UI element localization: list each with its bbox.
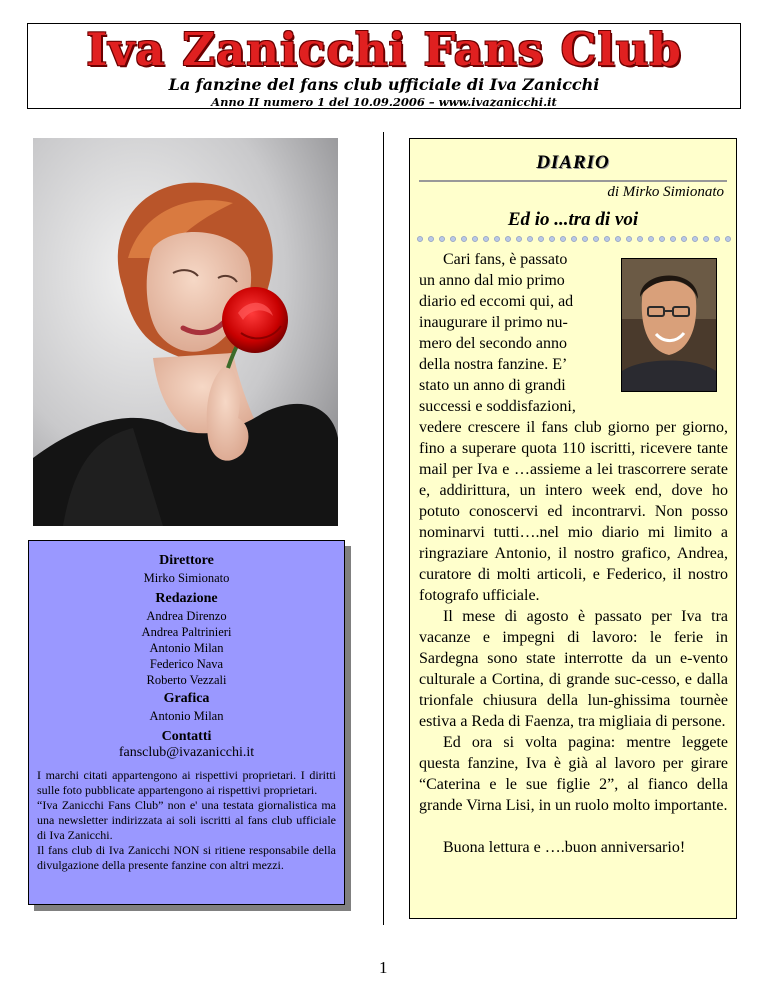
column-divider [383,132,384,925]
legal-note-line: Il fans club di Iva Zanicchi NON si ritiene responsabile della divulgazione della presente fanzine con altri mezzi. [37,843,336,872]
diary-byline: di Mirko Simionato [607,184,724,200]
intro-line: diario ed eccomi qui, ad [419,293,574,310]
page-number: 1 [379,958,388,977]
editorial-member: Roberto Vezzali [146,673,227,687]
paragraph-3: Ed ora si volta pagina: mentre leggete questa fanzine, Iva è già al lavoro per girare “Caterina e le sue figlie 2”, al fianco della grande Virna Lisi, in un ruolo molto importante. [419,734,728,814]
editorial-member: Andrea Direnzo [146,609,227,623]
director-heading: Direttore [159,553,214,568]
editorial-member: Antonio Milan [149,641,224,655]
intro-line: mero del secondo anno [419,335,567,352]
legal-note [37,768,336,873]
title-rule [419,180,727,182]
editorial-member: Federico Nava [149,657,224,671]
intro-line: Cari fans, è passato [443,251,568,268]
diary-headline: Ed io ...tra di voi [507,209,639,230]
masthead-title: Iva Zanicchi Fans Club [86,23,682,76]
director-name: Mirko Simionato [143,571,230,585]
cover-photo [33,138,338,526]
contacts-heading: Contatti [161,729,212,744]
graphics-heading: Grafica [163,691,210,706]
intro-line: inaugurare il primo nu- [419,314,568,331]
editorial-member: Andrea Paltrinieri [141,625,232,639]
diary-section-title: DIARIO [536,152,610,173]
intro-line: successi e soddisfazioni, [419,398,576,415]
intro-paragraph [419,249,728,417]
staff-box [28,540,345,905]
masthead [27,23,741,109]
intro-line: un anno dal mio primo [419,272,565,289]
paragraph-1: vedere crescere il fans club giorno per giorno, fino a superare quota 110 iscritti, ricevere tante mail per Iva e …assieme a lei trascorrere serate e, addirittura, un intero week end, dove ho potuto conoscervi ed incontrarvi. Non posso nominarvi tutti….nel mio diario mi limito a ringraziare Antonio, il nostro grafico, Andrea, curatore di molti articoli, e Federico, il nostro fotografo ufficiale. [419,419,728,604]
graphics-name: Antonio Milan [149,709,224,723]
legal-note-line: “Iva Zanicchi Fans Club” non e' una testata giornalistica ma una newsletter indirizzata ai soli iscritti al fans club ufficiale di Iva Zanicchi. [37,798,336,842]
contacts-email: fansclub@ivazanicchi.it [118,745,255,760]
intro-line: stato un anno di grandi [419,377,566,394]
editorial-heading: Redazione [155,591,218,606]
decorative-divider [416,235,732,243]
paragraph-4: Buona lettura e ….buon anniversario! [443,839,686,856]
masthead-subtitle: La fanzine del fans club ufficiale di Iva Zanicchi [168,75,600,94]
diary-article [409,138,737,919]
paragraph-2: Il mese di agosto è passato per Iva tra vacanze e impegni di lavoro: le ferie in Sardegna sono state interrotte da un e-vento culturale a Cortina, di grande suc-cesso, e dalla trionfale chiusura della lun-ghissima tournèe estiva a Reda di Faenza, tra migliaia di persone. [419,608,728,730]
intro-line: della nostra fanzine. E’ [419,356,568,373]
legal-note-line: I marchi citati appartengono ai rispettivi proprietari. I diritti sulle foto pubblicate appartengono ai rispettivi proprietari. [37,768,336,797]
masthead-issue-line: Anno II numero 1 del 10.09.2006 – www.ivazanicchi.it [211,95,557,109]
